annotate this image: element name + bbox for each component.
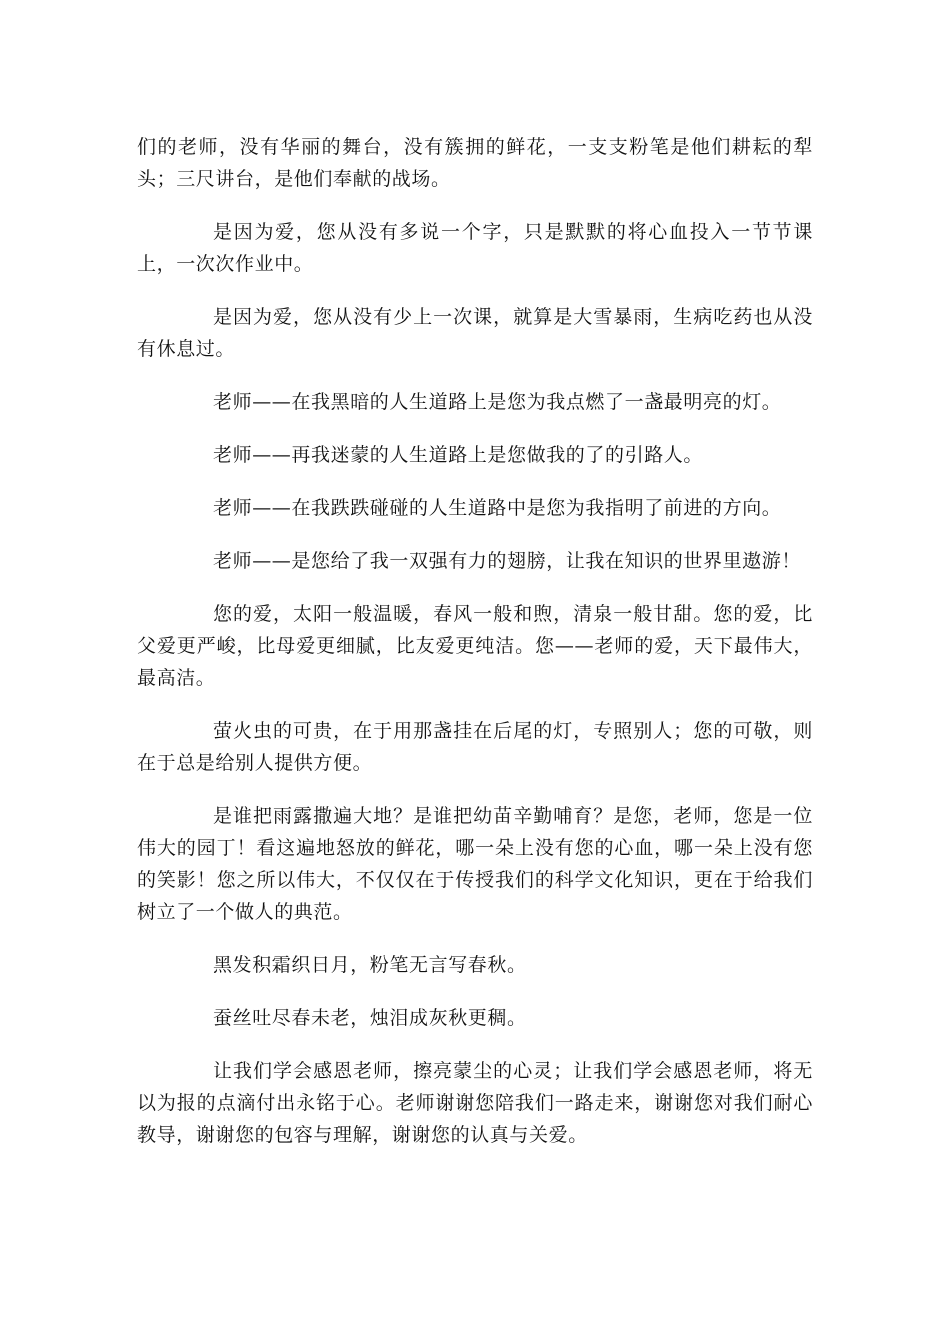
paragraph: 萤火虫的可贵，在于用那盏挂在后尾的灯，专照别人；您的可敬，则在于总是给别人提供方便。 — [137, 720, 813, 774]
paragraph: 是因为爱，您从没有少上一次课，就算是大雪暴雨，生病吃药也从没有休息过。 — [137, 306, 813, 360]
paragraph: 是因为爱，您从没有多说一个字，只是默默的将心血投入一节节课上，一次次作业中。 — [137, 221, 813, 275]
paragraph: 老师——再我迷蒙的人生道路上是您做我的了的引路人。 — [213, 444, 704, 466]
paragraph: 老师——是您给了我一双强有力的翅膀，让我在知识的世界里遨游！ — [213, 550, 802, 572]
paragraph: 蚕丝吐尽春未老，烛泪成灰秋更稠。 — [213, 1007, 527, 1029]
paragraph: 您的爱，太阳一般温暖，春风一般和煦，清泉一般甘甜。您的爱，比父爱更严峻，比母爱更细腻，比友爱更纯洁。您——老师的爱，天下最伟大，最高洁。 — [137, 603, 813, 689]
document-body — [137, 131, 813, 1172]
paragraph: 黑发积霜织日月，粉笔无言写春秋。 — [213, 954, 527, 976]
paragraph: 是谁把雨露撒遍大地？是谁把幼苗辛勤哺育？是您，老师，您是一位伟大的园丁！看这遍地怒放的鲜花，哪一朵上没有您的心血，哪一朵上没有您的笑影！您之所以伟大，不仅仅在于传授我们的科学文化知识，更在于给我们树立了一个做人的典范。 — [137, 805, 813, 923]
paragraph: 让我们学会感恩老师，擦亮蒙尘的心灵；让我们学会感恩老师，将无以为报的点滴付出永铭于心。老师谢谢您陪我们一路走来，谢谢您对我们耐心教导，谢谢您的包容与理解，谢谢您的认真与关爱。 — [137, 1060, 813, 1146]
paragraph: 老师——在我跌跌碰碰的人生道路中是您为我指明了前进的方向。 — [213, 497, 782, 519]
paragraph: 老师——在我黑暗的人生道路上是您为我点燃了一盏最明亮的灯。 — [213, 391, 782, 413]
paragraph: 们的老师，没有华丽的舞台，没有簇拥的鲜花，一支支粉笔是他们耕耘的犁头；三尺讲台，是他们奉献的战场。 — [137, 136, 813, 190]
